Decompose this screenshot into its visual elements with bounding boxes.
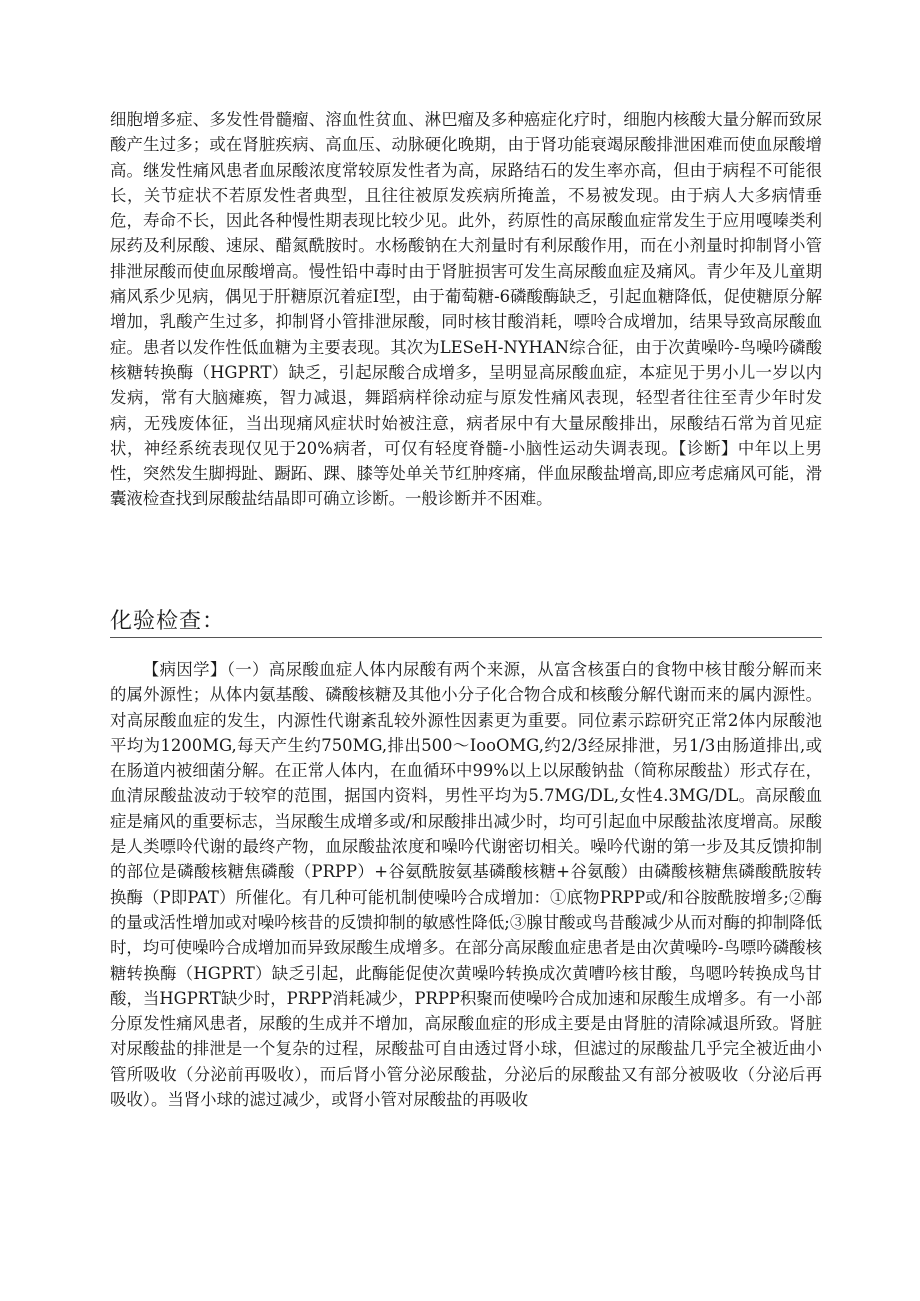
section-divider <box>110 637 822 638</box>
diagnosis-paragraph: 细胞增多症、多发性骨髓瘤、溶血性贫血、淋巴瘤及多种癌症化疗时，细胞内核酸大量分解而致尿酸产生过多；或在肾脏疾病、高血压、动脉硬化晚期，由于肾功能衰竭尿酸排泄困难而使血尿酸增高。继发性痛风患者血尿酸浓度常较原发性者为高，尿路结石的发生率亦高，但由于病程不可能很长，关节症状不若原发性者典型，且往往被原发疾病所掩盖，不易被发现。由于病人大多病情垂危，寿命不长，因此各种慢性期表现比较少见。此外，药原性的高尿酸血症常发生于应用嘎嗪类利尿药及利尿酸、速尿、醋氮酰胺时。水杨酸钠在大剂量时有利尿酸作用，而在小剂量时抑制肾小管排泄尿酸而使血尿酸增高。慢性铅中毒时由于肾脏损害可发生高尿酸血症及痛风。青少年及儿童期痛风系少见病，偶见于肝糖原沉着症Ⅰ型，由于葡萄糖-6磷酸酶缺乏，引起血糖降低，促使糖原分解增加，乳酸产生过多，抑制肾小管排泄尿酸，同时核甘酸消耗，嘌呤合成增加，结果导致高尿酸血症。患者以发作性低血糖为主要表现。其次为LESeH-NYHAN综合征，由于次黄噪吟-鸟噪吟磷酸核糖转换酶（HGPRT）缺乏，引起尿酸合成增多，呈明显高尿酸血症，本症见于男小儿一岁以内发病，常有大脑瘫痪，智力减退，舞蹈病样徐动症与原发性痛风表现，轻型者往往至青少年时发病，无残废体征，当出现痛风症状时始被注意，病者尿中有大量尿酸排出，尿酸结石常为首见症状，神经系统表现仅见于20%病者，可仅有轻度脊髓-小脑性运动失调表现。【诊断】中年以上男性，突然发生脚拇趾、蹰跖、踝、膝等处单关节红肿疼痛，伴血尿酸盐增高,即应考虑痛风可能，滑囊液检查找到尿酸盐结晶即可确立诊断。一般诊断并不困难。 <box>110 110 822 509</box>
etiology-paragraph: 【病因学】（一）高尿酸血症人体内尿酸有两个来源，从富含核蛋白的食物中核甘酸分解而来的属外源性；从体内氨基酸、磷酸核糖及其他小分子化合物合成和核酸分解代谢而来的属内源性。对高尿酸血症的发生，内源性代谢紊乱较外源性因素更为重要。同位素示踪研究正常2体内尿酸池平均为1200MG,每天产生约750MG,排出500～IooOMG,约2/3经尿排泄，另1/3由肠道排出,或在肠道内被细菌分解。在正常人体内，在血循环中99%以上以尿酸钠盐（简称尿酸盐）形式存在，血清尿酸盐波动于较窄的范围，据国内资料，男性平均为5.7MG/DL,女性4.3MG/DL。高尿酸血症是痛风的重要标志，当尿酸生成增多或/和尿酸排出减少时，均可引起血中尿酸盐浓度增高。尿酸是人类嘌呤代谢的最终产物，血尿酸盐浓度和噪吟代谢密切相关。噪吟代谢的第一步及其反馈抑制的部位是磷酸核糖焦磷酸（PRPP）+谷氨酰胺氨基磷酸核糖+谷氨酸）由磷酸核糖焦磷酸酰胺转换酶（P即PAT）所催化。有几种可能机制使噪吟合成增加：①底物PRPP或/和谷胺酰胺增多;②酶的量或活性增加或对噪吟核昔的反馈抑制的敏感性降低;③腺甘酸或鸟昔酸减少从而对酶的抑制降低时，均可使噪吟合成增加而异致尿酸生成增多。在部分高尿酸血症患者是由次黄噪吟-鸟嘌吟磷酸核糖转换酶（HGPRT）缺乏引起，此酶能促使次黄噪吟转换成次黄嘈吟核甘酸，鸟嗯吟转换成鸟甘酸，当HGPRT缺少时，PRPP消耗减少，PRPP积聚而使噪吟合成加速和尿酸生成增多。有一小部分原发性痛风患者，尿酸的生成并不增加，高尿酸血症的形成主要是由肾脏的清除减退所致。肾脏对尿酸盐的排泄是一个复杂的过程，尿酸盐可自由透过肾小球，但滤过的尿酸盐几乎完全被近曲小管所吸收（分泌前再吸收），而后肾小管分泌尿酸盐，分泌后的尿酸盐又有部分被吸收（分泌后再吸收）。当肾小球的滤过减少，或肾小管对尿酸盐的再吸收 <box>110 660 822 1110</box>
section-heading-lab-tests: 化验检查： <box>110 609 226 634</box>
